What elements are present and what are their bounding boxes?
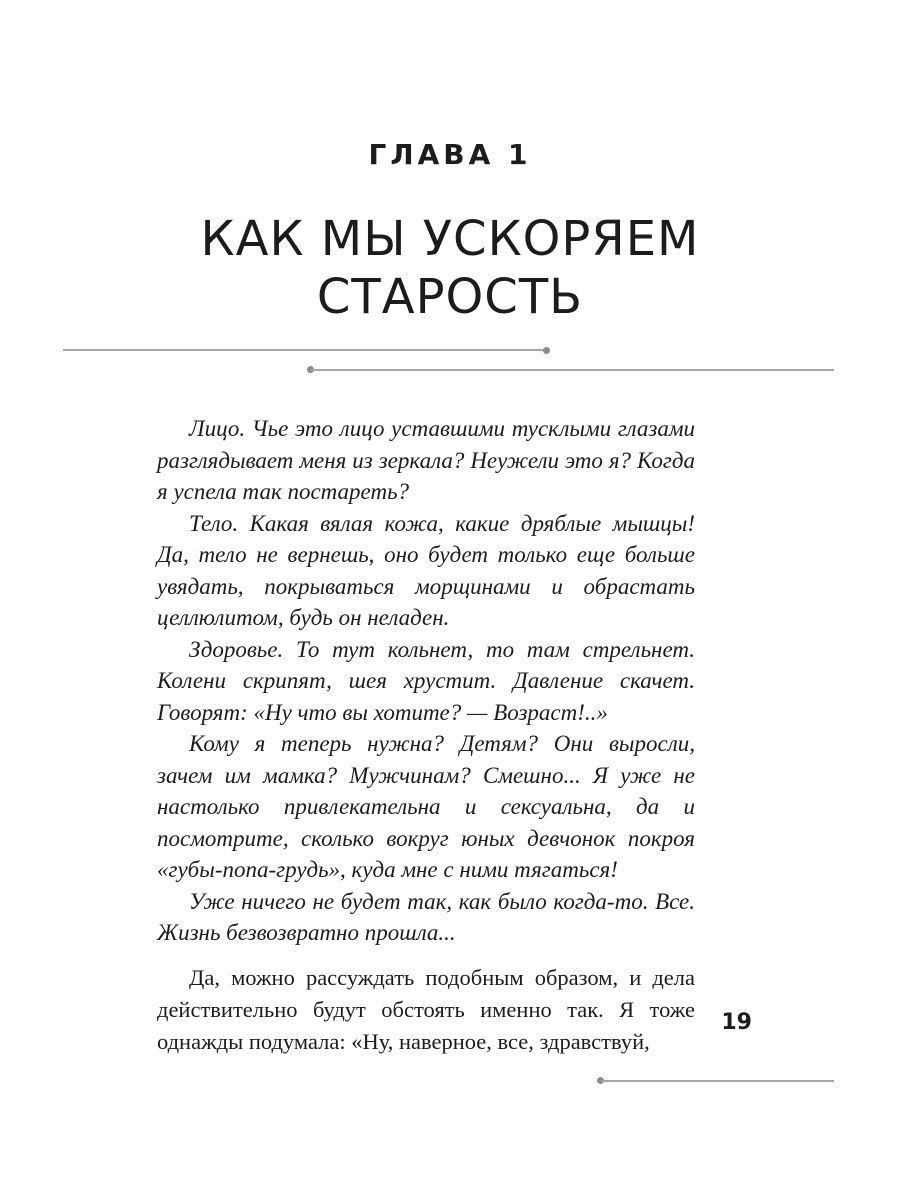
chapter-label: ГЛАВА 1	[368, 138, 532, 171]
epigraph-paragraph: Лицо. Чье это лицо уставшими тусклыми глазами разглядывает меня из зеркала? Неужели это я? Когда я успела так постареть?	[157, 416, 695, 504]
divider-upper-dot	[543, 347, 550, 354]
divider-lower	[311, 369, 834, 371]
epigraph-paragraph: Тело. Какая вялая кожа, какие дряблые мышцы! Да, тело не вернешь, оно будет только еще больше увядать, покрываться морщинами и обрастать целлюлитом, будь он неладен.	[157, 510, 695, 630]
chapter-title-line: КАК МЫ УСКОРЯЕМ	[200, 211, 700, 267]
divider-upper	[63, 349, 547, 351]
epigraph	[157, 413, 695, 949]
chapter-title-line: СТАРОСТЬ	[316, 269, 584, 325]
epigraph-paragraph: Уже ничего не будет так, как было когда-то. Все. Жизнь безвозвратно прошла...	[157, 888, 695, 945]
chapter-title	[0, 210, 900, 326]
page-number: 19	[721, 1010, 752, 1035]
body-text	[157, 962, 695, 1058]
body-paragraph: Да, можно рассуждать подобным образом, и дела действительно будут обстоять именно так. Я тоже однажды подумала: «Ну, наверное, все, здравствуй,	[157, 965, 695, 1054]
footer-divider	[601, 1080, 834, 1082]
epigraph-paragraph: Кому я теперь нужна? Детям? Они выросли, зачем им мамка? Мужчинам? Смешно... Я уже не настолько привлекательна и сексуальна, да и посмотрите, сколько вокруг юных девчонок покроя «губы-попа-грудь», куда мне с ними тягаться!	[157, 731, 695, 882]
epigraph-paragraph: Здоровье. То тут кольнет, то там стрельнет. Колени скрипят, шея хрустит. Давление скачет. Говорят: «Ну что вы хотите? — Возраст!..»	[157, 636, 695, 725]
